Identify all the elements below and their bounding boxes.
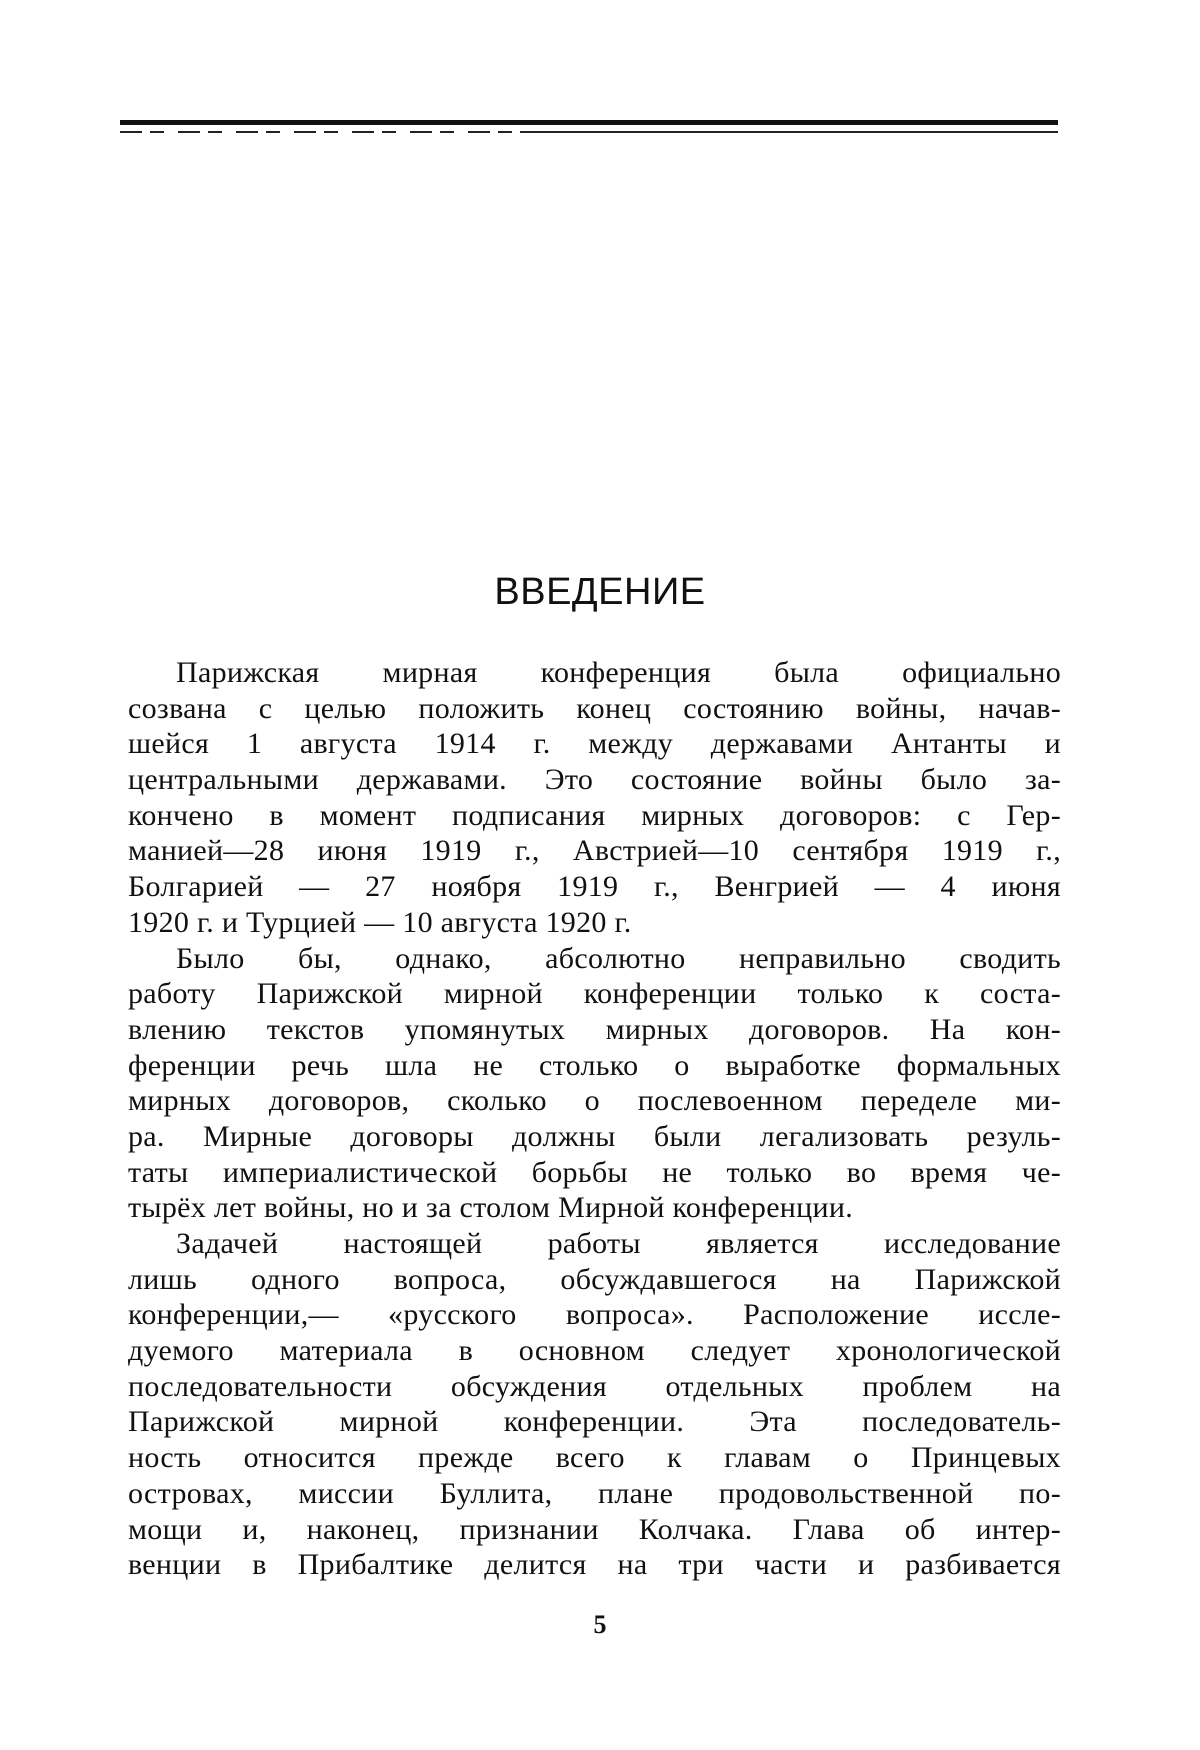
header-rule-thin-right bbox=[520, 131, 1058, 133]
text-line: островах, миссии Буллита, плане продовольственной по- bbox=[128, 1476, 1061, 1510]
header-rule bbox=[120, 120, 1058, 138]
text-line: ность относится прежде всего к главам о Принцевых bbox=[128, 1441, 1061, 1475]
paragraph bbox=[128, 941, 1061, 1227]
page-number: 5 bbox=[593, 1610, 607, 1639]
text-line: мирных договоров, сколько о послевоенном переделе ми- bbox=[128, 1084, 1061, 1118]
paragraph bbox=[128, 655, 1061, 941]
text-line: лишь одного вопроса, обсуждавшегося на Парижской bbox=[128, 1262, 1061, 1296]
text-line: Парижской мирной конференции. Эта последователь- bbox=[128, 1405, 1061, 1439]
text-line: влению текстов упомянутых мирных договоров. На кон- bbox=[128, 1012, 1061, 1046]
text-line: венции в Прибалтике делится на три части и разбивается bbox=[128, 1548, 1061, 1582]
body-text bbox=[128, 655, 1061, 1583]
text-line: Задачей настоящей работы является исследование bbox=[176, 1227, 1061, 1260]
header-rule-thick bbox=[120, 120, 1058, 125]
text-line: 1920 г. и Турцией — 10 августа 1920 г. bbox=[128, 905, 632, 939]
paragraph bbox=[128, 1226, 1061, 1583]
text-line: ра. Мирные договоры должны были легализовать резуль- bbox=[128, 1119, 1061, 1153]
text-line: Парижская мирная конференция была официально bbox=[176, 656, 1061, 689]
text-line: конференции,— «русского вопроса». Расположение иссле- bbox=[128, 1298, 1061, 1332]
text-line: созвана с целью положить конец состоянию войны, начав- bbox=[128, 691, 1061, 725]
text-line: работу Парижской мирной конференции только к соста- bbox=[128, 977, 1061, 1011]
text-line: центральными державами. Это состояние войны было за- bbox=[128, 763, 1061, 797]
text-line: шейся 1 августа 1914 г. между державами Антанты и bbox=[128, 727, 1061, 761]
text-line: ференции речь шла не столько о выработке формальных bbox=[128, 1048, 1061, 1082]
text-line: последовательности обсуждения отдельных проблем на bbox=[128, 1369, 1061, 1403]
chapter-heading: ВВЕДЕНИЕ bbox=[494, 571, 706, 613]
text-line: мощи и, наконец, признании Колчака. Глава об интер- bbox=[128, 1512, 1061, 1546]
text-line: Болгарией — 27 ноября 1919 г., Венгрией — 4 июня bbox=[128, 870, 1061, 904]
text-line: кончено в момент подписания мирных договоров: с Гер- bbox=[128, 798, 1061, 832]
text-line: тырёх лет войны, но и за столом Мирной конференции. bbox=[128, 1191, 854, 1225]
text-line: Было бы, однако, абсолютно неправильно сводить bbox=[176, 941, 1061, 975]
text-line: манией—28 июня 1919 г., Австрией—10 сентября 1919 г., bbox=[128, 834, 1061, 868]
text-line: таты империалистической борьбы не только во время че- bbox=[128, 1155, 1061, 1189]
text-line: дуемого материала в основном следует хронологической bbox=[128, 1334, 1061, 1368]
